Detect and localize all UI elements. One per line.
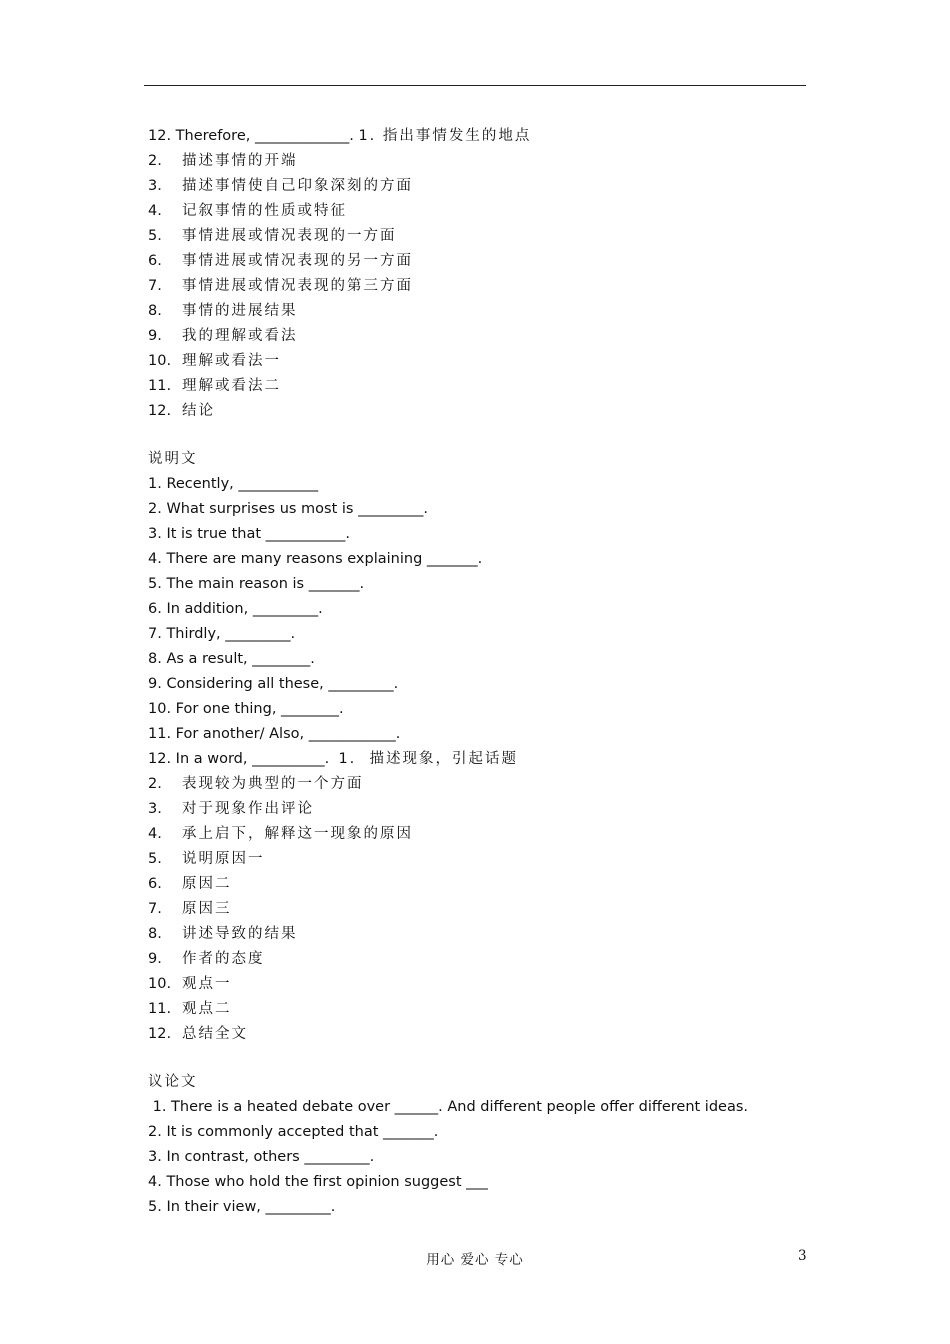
argumentative-phrase-line: 4. Those who hold the first opinion suggest ___ [148, 1174, 488, 1190]
expository-outline-item-number: 8. [148, 926, 162, 942]
expository-outline-item [148, 947, 808, 972]
expository-phrase-line: 9. Considering all these, _________. [148, 676, 399, 692]
expository-heading: 说明文 [148, 451, 198, 467]
narrative-outline-item-number: 7. [148, 278, 162, 294]
narrative-outline-item [148, 174, 808, 199]
argumentative-phrase-line: 3. In contrast, others _________. [148, 1149, 375, 1165]
expository-outline-item [148, 922, 808, 947]
expository-phrase-line: 7. Thirdly, _________. [148, 626, 296, 642]
narrative-outline-item [148, 374, 808, 399]
header-rule [144, 85, 806, 86]
footer-motto: 用心 爱心 专心 [426, 1252, 524, 1268]
expository-outline-item-number: 10. [148, 976, 172, 992]
expository-outline-item-number: 7. [148, 901, 162, 917]
expository-outline-item-number: 5. [148, 851, 162, 867]
expository-outline-item-number: 2. [148, 776, 162, 792]
narrative-zh-1: 1. 指出事情发生的地点 [358, 128, 532, 144]
expository-outline-item-number: 11. [148, 1001, 172, 1017]
expository-phrase-line: 8. As a result, ________. [148, 651, 315, 667]
narrative-outline-item-text: 描述事情使自己印象深刻的方面 [182, 178, 413, 194]
expository-outline-list [148, 772, 808, 1047]
expository-outline-item-number: 3. [148, 801, 162, 817]
narrative-outline-item [148, 249, 808, 274]
expository-outline-item-text: 说明原因一 [182, 851, 265, 867]
narrative-outline-item-number: 5. [148, 228, 162, 244]
narrative-outline-item-number: 3. [148, 178, 162, 194]
narrative-first-line [148, 124, 808, 149]
narrative-outline-item-number: 12. [148, 403, 172, 419]
expository-phrase-line: 4. There are many reasons explaining _______. [148, 551, 483, 567]
argumentative-phrase-list [148, 1095, 808, 1220]
expository-outline-item [148, 1022, 808, 1047]
narrative-outline-item-number: 6. [148, 253, 162, 269]
argumentative-phrase-line: 1. There is a heated debate over ______. And different people offer different ideas. [148, 1099, 749, 1115]
narrative-outline-item-number: 9. [148, 328, 162, 344]
narrative-outline-item-number: 4. [148, 203, 162, 219]
narrative-outline-item-text: 事情的进展结果 [182, 303, 298, 319]
narrative-outline-item [148, 149, 808, 174]
narrative-outline-item-text: 结论 [182, 403, 215, 419]
narrative-outline-item-number: 2. [148, 153, 162, 169]
expository-outline-item [148, 872, 808, 897]
expository-outline-item-number: 9. [148, 951, 162, 967]
narrative-outline-item [148, 274, 808, 299]
narrative-outline-item [148, 299, 808, 324]
expository-outline-item [148, 897, 808, 922]
document-body [148, 124, 808, 1220]
expository-outline-item [148, 997, 808, 1022]
expository-outline-item-text: 原因三 [182, 901, 232, 917]
expository-zh-1: 1. 描述现象，引起话题 [338, 751, 518, 767]
expository-outline-item [148, 797, 808, 822]
expository-outline-item-text: 承上启下，解释这一现象的原因 [182, 826, 413, 842]
expository-outline-item-number: 12. [148, 1026, 172, 1042]
expository-phrase-line: 3. It is true that ___________. [148, 526, 350, 542]
expository-phrase-line: 1. Recently, ___________ [148, 476, 319, 492]
narrative-outline-item-number: 10. [148, 353, 172, 369]
page-number: 3 [798, 1248, 807, 1264]
expository-outline-item-text: 作者的态度 [182, 951, 265, 967]
narrative-outline-item [148, 399, 808, 424]
expository-phrase-line: 6. In addition, _________. [148, 601, 323, 617]
expository-outline-item-text: 观点二 [182, 1001, 232, 1017]
expository-phrase-line: 2. What surprises us most is _________. [148, 501, 428, 517]
expository-en-12: 12. In a word, __________. [148, 751, 339, 767]
expository-phrase-list [148, 472, 808, 747]
narrative-outline-item-text: 事情进展或情况表现的另一方面 [182, 253, 413, 269]
expository-outline-item [148, 847, 808, 872]
expository-transition-line [148, 747, 808, 772]
expository-outline-item-text: 讲述导致的结果 [182, 926, 298, 942]
narrative-outline-item [148, 199, 808, 224]
expository-outline-item [148, 772, 808, 797]
narrative-outline-item-text: 我的理解或看法 [182, 328, 298, 344]
expository-outline-item [148, 972, 808, 997]
argumentative-phrase-line: 5. In their view, _________. [148, 1199, 336, 1215]
narrative-outline-item-text: 记叙事情的性质或特征 [182, 203, 347, 219]
narrative-outline-item-number: 11. [148, 378, 172, 394]
narrative-outline-item-text: 理解或看法一 [182, 353, 281, 369]
expository-outline-item-text: 观点一 [182, 976, 232, 992]
narrative-outline-item [148, 324, 808, 349]
expository-outline-item-text: 总结全文 [182, 1026, 248, 1042]
narrative-outline-item [148, 349, 808, 374]
argumentative-heading: 议论文 [148, 1074, 198, 1090]
argumentative-phrase-line: 2. It is commonly accepted that _______. [148, 1124, 439, 1140]
expository-phrase-line: 5. The main reason is _______. [148, 576, 365, 592]
expository-outline-item-number: 4. [148, 826, 162, 842]
expository-phrase-line: 11. For another/ Also, ____________. [148, 726, 401, 742]
expository-phrase-line: 10. For one thing, ________. [148, 701, 344, 717]
narrative-outline-item-text: 理解或看法二 [182, 378, 281, 394]
expository-outline-item [148, 822, 808, 847]
narrative-outline-item-number: 8. [148, 303, 162, 319]
narrative-outline-item-text: 事情进展或情况表现的第三方面 [182, 278, 413, 294]
narrative-outline-list [148, 149, 808, 424]
narrative-outline-item-text: 事情进展或情况表现的一方面 [182, 228, 397, 244]
expository-outline-item-text: 表现较为典型的一个方面 [182, 776, 364, 792]
narrative-outline-item [148, 224, 808, 249]
expository-outline-item-text: 原因二 [182, 876, 232, 892]
narrative-en-12: 12. Therefore, _____________. [148, 128, 359, 144]
expository-outline-item-text: 对于现象作出评论 [182, 801, 314, 817]
narrative-outline-item-text: 描述事情的开端 [182, 153, 298, 169]
expository-outline-item-number: 6. [148, 876, 162, 892]
